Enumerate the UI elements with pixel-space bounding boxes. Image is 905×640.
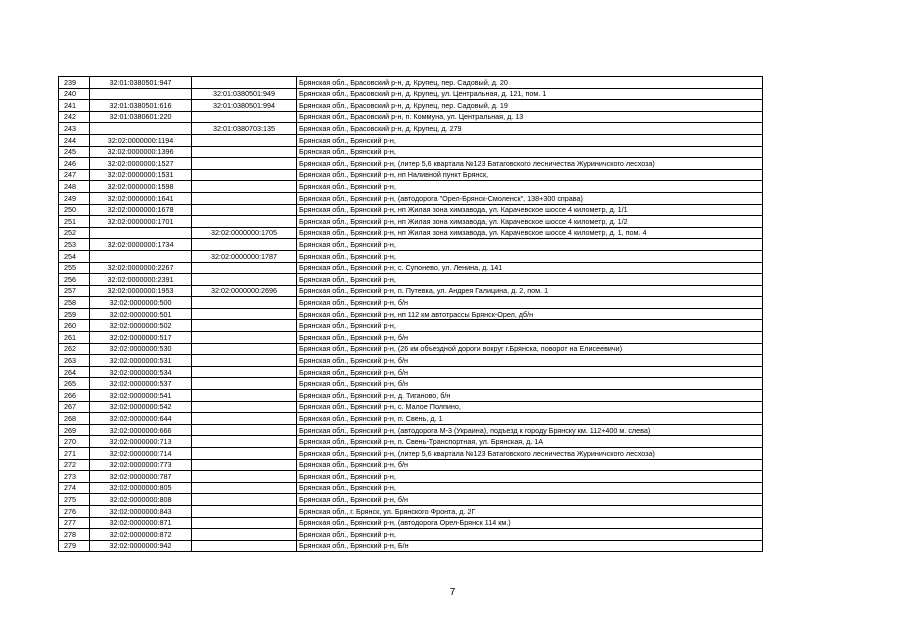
cadastral-number-cell: 32:02:0000000:805 xyxy=(90,482,192,494)
row-number-cell: 247 xyxy=(59,169,90,181)
object-cadastral-number-cell xyxy=(192,448,297,460)
object-cadastral-number-cell xyxy=(192,494,297,506)
object-cadastral-number-cell xyxy=(192,424,297,436)
object-cadastral-number-cell xyxy=(192,308,297,320)
cadastral-number-cell: 32:02:0000000:872 xyxy=(90,529,192,541)
address-cell: Брянская обл., Брянский р-н, Б/н xyxy=(297,540,763,552)
table-row xyxy=(59,320,763,332)
row-number-cell: 260 xyxy=(59,320,90,332)
table-row xyxy=(59,436,763,448)
address-cell: Брянская обл., Брасовский р-н, д. Крупец, пер. Садовый, д. 19 xyxy=(297,100,763,112)
address-cell: Брянская обл., Брянский р-н, xyxy=(297,482,763,494)
table-row xyxy=(59,517,763,529)
table-row xyxy=(59,146,763,158)
row-number-cell: 272 xyxy=(59,459,90,471)
cadastral-number-cell: 32:02:0000000:534 xyxy=(90,366,192,378)
address-cell: Брянская обл., Брянский р-н, (литер 5,6 квартала №123 Батаговского лесничества Журиничского лесхоза) xyxy=(297,448,763,460)
table-row xyxy=(59,378,763,390)
address-cell: Брянская обл., Брянский р-н, xyxy=(297,146,763,158)
table-row xyxy=(59,227,763,239)
object-cadastral-number-cell xyxy=(192,274,297,286)
address-cell: Брянская обл., Брасовский р-н, д. Крупец, д. 279 xyxy=(297,123,763,135)
table-row xyxy=(59,413,763,425)
row-number-cell: 265 xyxy=(59,378,90,390)
address-cell: Брянская обл., Брянский р-н, нп 112 км автотрассы Брянск-Орел, дб/н xyxy=(297,308,763,320)
object-cadastral-number-cell xyxy=(192,459,297,471)
object-cadastral-number-cell: 32:02:0000000:2696 xyxy=(192,285,297,297)
address-cell: Брянская обл., Брянский р-н, xyxy=(297,529,763,541)
row-number-cell: 243 xyxy=(59,123,90,135)
row-number-cell: 258 xyxy=(59,297,90,309)
address-cell: Брянская обл., Брянский р-н, xyxy=(297,274,763,286)
table-row xyxy=(59,158,763,170)
table-row xyxy=(59,308,763,320)
object-cadastral-number-cell xyxy=(192,111,297,123)
object-cadastral-number-cell xyxy=(192,390,297,402)
table-row xyxy=(59,529,763,541)
table-row xyxy=(59,494,763,506)
cadastral-number-cell: 32:02:0000000:501 xyxy=(90,308,192,320)
table-row xyxy=(59,262,763,274)
cadastral-number-cell: 32:02:0000000:787 xyxy=(90,471,192,483)
row-number-cell: 257 xyxy=(59,285,90,297)
table-row xyxy=(59,401,763,413)
address-cell: Брянская обл., Брянский р-н, п. Путевка, ул. Андрея Галицина, д. 2, пом. 1 xyxy=(297,285,763,297)
row-number-cell: 254 xyxy=(59,250,90,262)
table-row xyxy=(59,100,763,112)
row-number-cell: 262 xyxy=(59,343,90,355)
table-row xyxy=(59,355,763,367)
row-number-cell: 246 xyxy=(59,158,90,170)
address-cell: Брянская обл., Брянский р-н, нп Жилая зона химзавода, ул. Карачевское шоссе 4 километр, д. 1/1 xyxy=(297,204,763,216)
object-cadastral-number-cell xyxy=(192,169,297,181)
row-number-cell: 261 xyxy=(59,332,90,344)
row-number-cell: 252 xyxy=(59,227,90,239)
object-cadastral-number-cell xyxy=(192,239,297,251)
address-cell: Брянская обл., Брасовский р-н, п. Коммуна, ул. Центральная, д. 13 xyxy=(297,111,763,123)
object-cadastral-number-cell xyxy=(192,134,297,146)
row-number-cell: 271 xyxy=(59,448,90,460)
address-cell: Брянская обл., Брянский р-н, п. Свень-Транспортная, ул. Брянская, д. 1А xyxy=(297,436,763,448)
table-row xyxy=(59,216,763,228)
row-number-cell: 263 xyxy=(59,355,90,367)
cadastral-number-cell xyxy=(90,227,192,239)
row-number-cell: 255 xyxy=(59,262,90,274)
row-number-cell: 256 xyxy=(59,274,90,286)
object-cadastral-number-cell: 32:01:0380703:135 xyxy=(192,123,297,135)
row-number-cell: 249 xyxy=(59,192,90,204)
object-cadastral-number-cell xyxy=(192,436,297,448)
address-cell: Брянская обл., Брянский р-н, xyxy=(297,181,763,193)
cadastral-number-cell: 32:02:0000000:843 xyxy=(90,505,192,517)
object-cadastral-number-cell: 32:02:0000000:1705 xyxy=(192,227,297,239)
table-row xyxy=(59,134,763,146)
address-cell: Брянская обл., г. Брянск, ул. Брянского Фронта, д. 2Г xyxy=(297,505,763,517)
row-number-cell: 270 xyxy=(59,436,90,448)
cadastral-number-cell: 32:01:0380601:220 xyxy=(90,111,192,123)
address-cell: Брянская обл., Брянский р-н, (литер 5,6 квартала №123 Батаговского лесничества Журиничского лесхоза) xyxy=(297,158,763,170)
row-number-cell: 278 xyxy=(59,529,90,541)
cadastral-number-cell: 32:02:0000000:2267 xyxy=(90,262,192,274)
address-cell: Брянская обл., Брянский р-н, д. Тиганово, б/н xyxy=(297,390,763,402)
table-row xyxy=(59,540,763,552)
cadastral-number-cell: 32:02:0000000:530 xyxy=(90,343,192,355)
address-cell: Брянская обл., Брасовский р-н, д. Крупец, пер. Садовый, д. 20 xyxy=(297,77,763,89)
address-cell: Брянская обл., Брянский р-н, нп Жилая зона химзавода, ул. Карачевское шоссе 4 километр, д. 1/2 xyxy=(297,216,763,228)
address-cell: Брянская обл., Брянский р-н, (автодорога Орел-Брянск 114 км.) xyxy=(297,517,763,529)
address-cell: Брянская обл., Брянский р-н, б/н xyxy=(297,355,763,367)
object-cadastral-number-cell xyxy=(192,378,297,390)
object-cadastral-number-cell xyxy=(192,355,297,367)
cadastral-number-cell: 32:02:0000000:714 xyxy=(90,448,192,460)
address-cell: Брянская обл., Брянский р-н, б/н xyxy=(297,366,763,378)
table-row xyxy=(59,88,763,100)
cadastral-number-cell: 32:02:0000000:1953 xyxy=(90,285,192,297)
table-row xyxy=(59,332,763,344)
address-cell: Брянская обл., Брянский р-н, xyxy=(297,134,763,146)
object-cadastral-number-cell xyxy=(192,471,297,483)
cadastral-number-cell: 32:02:0000000:1701 xyxy=(90,216,192,228)
object-cadastral-number-cell: 32:01:0380501:949 xyxy=(192,88,297,100)
cadastral-table xyxy=(58,76,763,552)
object-cadastral-number-cell xyxy=(192,401,297,413)
object-cadastral-number-cell xyxy=(192,158,297,170)
cadastral-number-cell: 32:02:0000000:1396 xyxy=(90,146,192,158)
object-cadastral-number-cell xyxy=(192,332,297,344)
address-cell: Брянская обл., Брянский р-н, б/н xyxy=(297,332,763,344)
cadastral-number-cell: 32:02:0000000:942 xyxy=(90,540,192,552)
table-row xyxy=(59,111,763,123)
table-row xyxy=(59,169,763,181)
table-row xyxy=(59,297,763,309)
address-cell: Брянская обл., Брянский р-н, б/н xyxy=(297,378,763,390)
address-cell: Брянская обл., Брянский р-н, xyxy=(297,471,763,483)
object-cadastral-number-cell xyxy=(192,366,297,378)
row-number-cell: 250 xyxy=(59,204,90,216)
cadastral-number-cell: 32:02:0000000:1527 xyxy=(90,158,192,170)
address-cell: Брянская обл., Брянский р-н, с. Супонево, ул. Ленина, д. 141 xyxy=(297,262,763,274)
row-number-cell: 274 xyxy=(59,482,90,494)
cadastral-number-cell: 32:02:0000000:531 xyxy=(90,355,192,367)
address-cell: Брянская обл., Брянский р-н, xyxy=(297,250,763,262)
cadastral-number-cell: 32:02:0000000:537 xyxy=(90,378,192,390)
cadastral-number-cell: 32:02:0000000:644 xyxy=(90,413,192,425)
cadastral-number-cell: 32:02:0000000:542 xyxy=(90,401,192,413)
object-cadastral-number-cell xyxy=(192,192,297,204)
table-row xyxy=(59,123,763,135)
cadastral-number-cell: 32:02:0000000:773 xyxy=(90,459,192,471)
cadastral-number-cell: 32:02:0000000:1194 xyxy=(90,134,192,146)
row-number-cell: 269 xyxy=(59,424,90,436)
table-row xyxy=(59,482,763,494)
table-row xyxy=(59,390,763,402)
cadastral-number-cell xyxy=(90,88,192,100)
row-number-cell: 239 xyxy=(59,77,90,89)
table-row xyxy=(59,250,763,262)
cadastral-number-cell: 32:02:0000000:541 xyxy=(90,390,192,402)
cadastral-number-cell: 32:01:0380501:616 xyxy=(90,100,192,112)
address-cell: Брянская обл., Брянский р-н, б/н xyxy=(297,297,763,309)
row-number-cell: 240 xyxy=(59,88,90,100)
cadastral-number-cell: 32:02:0000000:502 xyxy=(90,320,192,332)
object-cadastral-number-cell xyxy=(192,262,297,274)
object-cadastral-number-cell xyxy=(192,216,297,228)
table-row xyxy=(59,192,763,204)
address-cell: Брянская обл., Брянский р-н, (автодорога "Орел-Брянск-Смоленск", 138+300 справа) xyxy=(297,192,763,204)
cadastral-number-cell xyxy=(90,123,192,135)
object-cadastral-number-cell xyxy=(192,146,297,158)
table-row xyxy=(59,274,763,286)
object-cadastral-number-cell xyxy=(192,505,297,517)
object-cadastral-number-cell: 32:01:0380501:994 xyxy=(192,100,297,112)
cadastral-number-cell: 32:02:0000000:517 xyxy=(90,332,192,344)
row-number-cell: 275 xyxy=(59,494,90,506)
table-row xyxy=(59,471,763,483)
address-cell: Брянская обл., Брянский р-н, б/н xyxy=(297,459,763,471)
row-number-cell: 268 xyxy=(59,413,90,425)
object-cadastral-number-cell xyxy=(192,482,297,494)
table-row xyxy=(59,343,763,355)
object-cadastral-number-cell xyxy=(192,204,297,216)
object-cadastral-number-cell xyxy=(192,181,297,193)
table-row xyxy=(59,285,763,297)
cadastral-number-cell: 32:02:0000000:2391 xyxy=(90,274,192,286)
address-cell: Брянская обл., Брянский р-н, (26 км объездной дороги вокруг г.Брянска, поворот на Елисеевичи) xyxy=(297,343,763,355)
row-number-cell: 253 xyxy=(59,239,90,251)
table-row xyxy=(59,239,763,251)
cadastral-number-cell xyxy=(90,250,192,262)
address-cell: Брянская обл., Брянский р-н, б/н xyxy=(297,494,763,506)
row-number-cell: 244 xyxy=(59,134,90,146)
cadastral-number-cell: 32:02:0000000:666 xyxy=(90,424,192,436)
object-cadastral-number-cell xyxy=(192,529,297,541)
row-number-cell: 267 xyxy=(59,401,90,413)
cadastral-number-cell: 32:02:0000000:1641 xyxy=(90,192,192,204)
object-cadastral-number-cell xyxy=(192,540,297,552)
cadastral-number-cell: 32:02:0000000:808 xyxy=(90,494,192,506)
row-number-cell: 279 xyxy=(59,540,90,552)
object-cadastral-number-cell xyxy=(192,297,297,309)
cadastral-number-cell: 32:02:0000000:871 xyxy=(90,517,192,529)
object-cadastral-number-cell xyxy=(192,77,297,89)
address-cell: Брянская обл., Брасовский р-н, д. Крупец, ул. Центральная, д. 121, пом. 1 xyxy=(297,88,763,100)
object-cadastral-number-cell: 32:02:0000000:1787 xyxy=(192,250,297,262)
table-body xyxy=(59,77,763,552)
row-number-cell: 276 xyxy=(59,505,90,517)
row-number-cell: 248 xyxy=(59,181,90,193)
row-number-cell: 273 xyxy=(59,471,90,483)
table-row xyxy=(59,204,763,216)
address-cell: Брянская обл., Брянский р-н, (автодорога М-3 (Украина), подъезд к городу Брянску км. 112+400 м. слева) xyxy=(297,424,763,436)
cadastral-number-cell: 32:02:0000000:500 xyxy=(90,297,192,309)
row-number-cell: 266 xyxy=(59,390,90,402)
cadastral-number-cell: 32:02:0000000:1598 xyxy=(90,181,192,193)
row-number-cell: 241 xyxy=(59,100,90,112)
page-number: 7 xyxy=(449,587,456,598)
address-cell: Брянская обл., Брянский р-н, с. Малое Полпино, xyxy=(297,401,763,413)
row-number-cell: 251 xyxy=(59,216,90,228)
table-row xyxy=(59,459,763,471)
object-cadastral-number-cell xyxy=(192,413,297,425)
table-row xyxy=(59,424,763,436)
address-cell: Брянская обл., Брянский р-н, нп Наливной пункт Брянск, xyxy=(297,169,763,181)
cadastral-number-cell: 32:02:0000000:1734 xyxy=(90,239,192,251)
cadastral-number-cell: 32:01:0380501:947 xyxy=(90,77,192,89)
table-row xyxy=(59,77,763,89)
table-row xyxy=(59,181,763,193)
object-cadastral-number-cell xyxy=(192,320,297,332)
cadastral-number-cell: 32:02:0000000:1531 xyxy=(90,169,192,181)
row-number-cell: 245 xyxy=(59,146,90,158)
address-cell: Брянская обл., Брянский р-н, xyxy=(297,320,763,332)
cadastral-number-cell: 32:02:0000000:1678 xyxy=(90,204,192,216)
table-row xyxy=(59,366,763,378)
row-number-cell: 242 xyxy=(59,111,90,123)
row-number-cell: 259 xyxy=(59,308,90,320)
row-number-cell: 277 xyxy=(59,517,90,529)
cadastral-number-cell: 32:02:0000000:713 xyxy=(90,436,192,448)
object-cadastral-number-cell xyxy=(192,343,297,355)
row-number-cell: 264 xyxy=(59,366,90,378)
table-row xyxy=(59,448,763,460)
address-cell: Брянская обл., Брянский р-н, xyxy=(297,239,763,251)
address-cell: Брянская обл., Брянский р-н, п. Свень, д. 1 xyxy=(297,413,763,425)
table-row xyxy=(59,505,763,517)
address-cell: Брянская обл., Брянский р-н, нп Жилая зона химзавода, ул. Карачевское шоссе 4 километр, д. 1, пом. 4 xyxy=(297,227,763,239)
object-cadastral-number-cell xyxy=(192,517,297,529)
